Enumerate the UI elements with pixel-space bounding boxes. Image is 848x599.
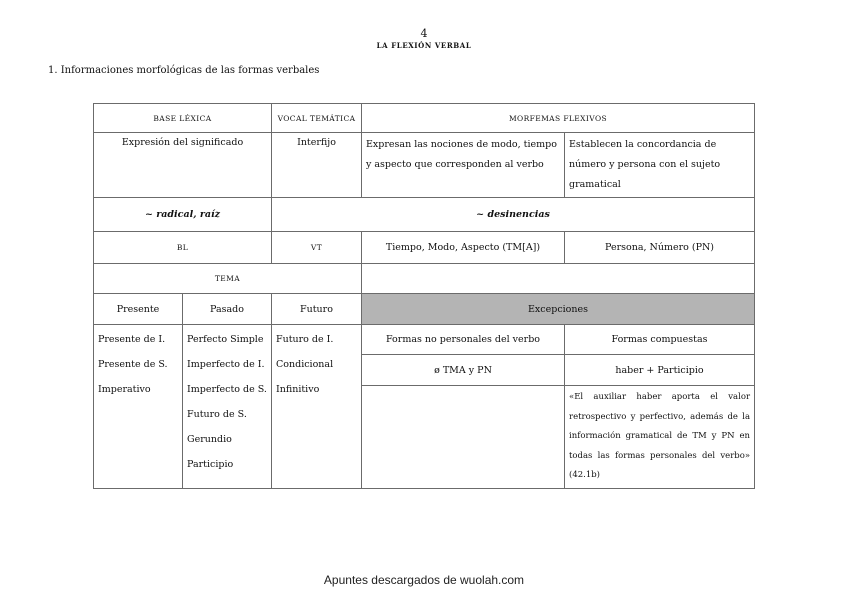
formas-no-personales: Formas no personales del verbo	[362, 325, 565, 355]
compuestas-note: haber + Participio	[565, 355, 755, 386]
footer-source: Apuntes descargados de wuolah.com	[323, 573, 525, 587]
pasado-forms	[183, 325, 272, 489]
list-item: Presente de S.	[98, 359, 168, 370]
tense-pasado: Pasado	[183, 294, 272, 325]
no-personales-note: ø TMA y PN	[362, 355, 565, 386]
desc-vocal: Interfijo	[272, 133, 362, 198]
verbal-morphology-table	[93, 103, 755, 489]
desc-base: Expresión del significado	[94, 133, 272, 198]
term-desinencias: ~ desinencias	[272, 198, 755, 232]
list-item: Condicional	[276, 359, 334, 370]
running-title: LA FLEXIÓN VERBAL	[376, 41, 472, 50]
tema-label: TEMA	[94, 264, 362, 294]
desc-modo: Expresan las nociones de modo, tiempo y aspecto que corresponden al verbo	[362, 133, 565, 198]
formas-compuestas: Formas compuestas	[565, 325, 755, 355]
tense-futuro: Futuro	[272, 294, 362, 325]
excepciones-header: Excepciones	[362, 294, 755, 325]
tense-presente: Presente	[94, 294, 183, 325]
list-item: Imperativo	[98, 384, 151, 395]
abbr-bl: BL	[94, 232, 272, 264]
section-heading: 1. Informaciones morfológicas de las formas verbales	[48, 65, 320, 76]
header-vocal-tematica: VOCAL TEMÁTICA	[272, 104, 362, 133]
table-row	[94, 104, 755, 133]
term-radical: ~ radical, raíz	[94, 198, 272, 232]
table-row	[94, 294, 755, 325]
list-item: Participio	[187, 459, 234, 470]
table-row	[94, 198, 755, 232]
abbr-pn: Persona, Número (PN)	[565, 232, 755, 264]
abbr-tma: Tiempo, Modo, Aspecto (TM[A])	[362, 232, 565, 264]
list-item: Gerundio	[187, 434, 232, 445]
empty-cell	[362, 386, 565, 489]
table-row	[94, 133, 755, 198]
abbr-vt: VT	[272, 232, 362, 264]
table-row	[94, 232, 755, 264]
list-item: Perfecto Simple	[187, 334, 264, 345]
desc-concordancia: Establecen la concordancia de número y persona con el sujeto gramatical	[565, 133, 755, 198]
empty-cell	[362, 264, 755, 294]
table-row	[94, 325, 755, 355]
list-item: Futuro de I.	[276, 334, 334, 345]
list-item: Infinitivo	[276, 384, 320, 395]
header-morfemas-flexivos: MORFEMAS FLEXIVOS	[362, 104, 755, 133]
list-item: Imperfecto de I.	[187, 359, 265, 370]
list-item: Futuro de S.	[187, 409, 247, 420]
list-item: Imperfecto de S.	[187, 384, 267, 395]
futuro-forms	[272, 325, 362, 489]
table-row	[94, 264, 755, 294]
page-number: 4	[420, 27, 428, 40]
list-item: Presente de I.	[98, 334, 166, 345]
presente-forms	[94, 325, 183, 489]
grammar-quote: «El auxiliar haber aporta el valor retrospectivo y perfectivo, además de la información gramatical de TM y PN en todas las formas personales del verbo» (42.1b)	[565, 386, 755, 489]
header-base-lexica: BASE LÉXICA	[94, 104, 272, 133]
